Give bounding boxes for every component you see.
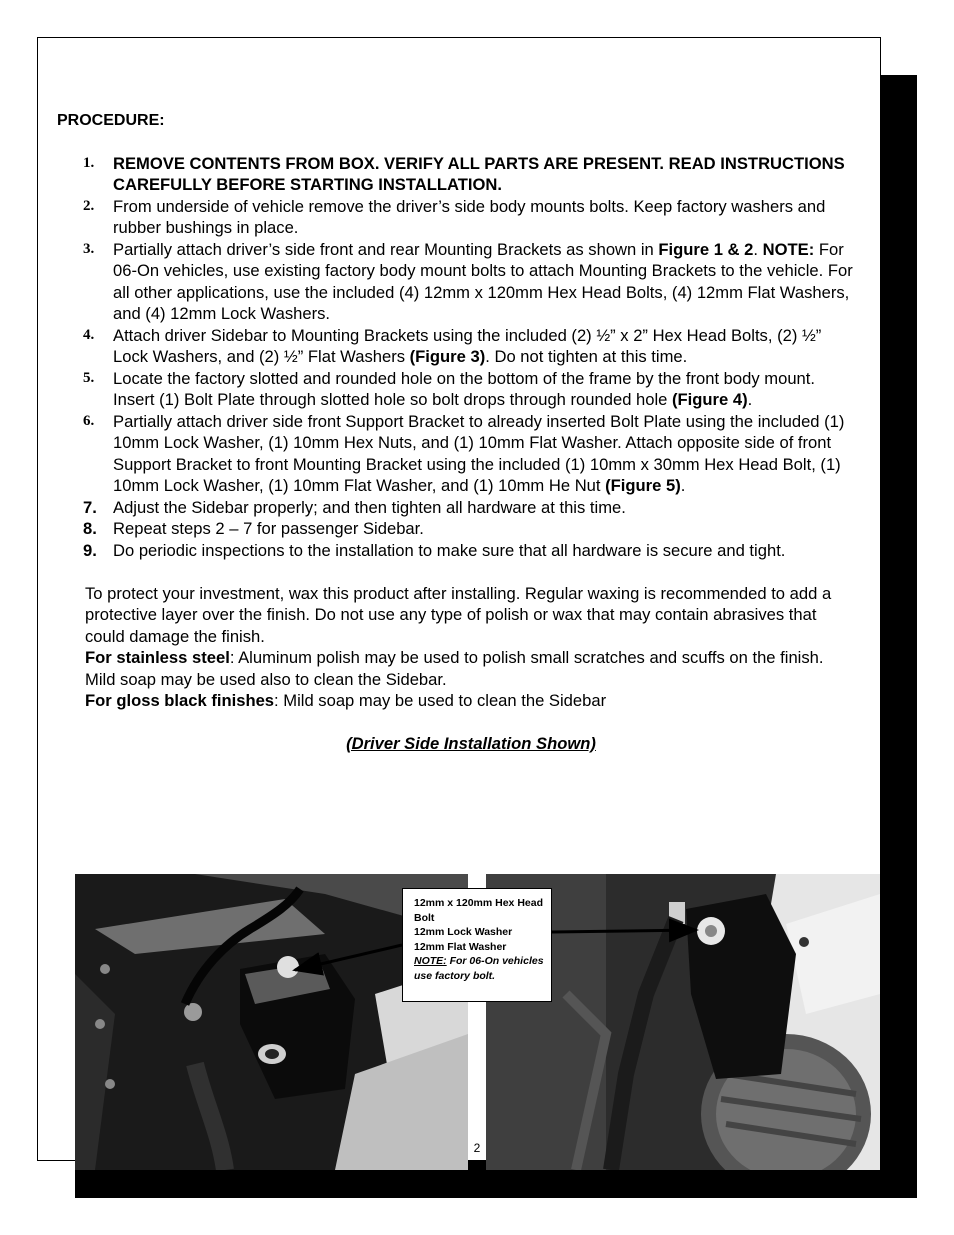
step-text: Repeat steps 2 – 7 for passenger Sidebar.: [113, 519, 424, 538]
callout-note: [414, 954, 551, 983]
note-label: NOTE:: [762, 239, 815, 259]
care-gloss-label: For gloss black finishes: [85, 691, 275, 710]
care-intro: To protect your investment, wax this product after installing. Regular waxing is recommended to add a protective layer over the finish. Do not use any type of polish or wax that may contain abrasives that could damage the finish.: [85, 583, 832, 646]
step-number: 9.: [83, 540, 97, 560]
content: [57, 110, 857, 755]
procedure-heading: PROCEDURE:: [57, 112, 165, 129]
care-gloss-text: : Mild soap may be used to clean the Sidebar: [274, 691, 607, 710]
step-number: 4.: [83, 326, 95, 343]
care-stainless-text: : Aluminum polish may be used to polish small scratches and scuffs on the finish. Mild soap may be used also to clean the Sidebar.: [85, 648, 824, 689]
figure-ref: (Figure 3): [409, 347, 486, 366]
step-9: [57, 540, 857, 562]
step-2: [57, 196, 857, 239]
step-3: [57, 239, 857, 325]
step-text: Attach driver Sidebar to Mounting Brackets using the included (2) ½” x 2” Hex Head Bolts, (2) ½” Lock Washers, and (2) ½” Flat Washers: [113, 325, 822, 366]
step-number: 7.: [83, 497, 97, 517]
step-text: .: [747, 390, 753, 409]
callout-line: 12mm Flat Washer: [414, 940, 507, 953]
step-text: For 06-On vehicles, use existing factory body mount bolts to attach Mounting Brackets to the vehicle. For all other applications, use the included (4) 12mm x 120mm Hex Head Bolts, (4) 12mm Flat Washers, and (4) 12mm Lock Washers.: [113, 239, 853, 323]
care-stainless-label: For stainless steel: [85, 648, 230, 667]
step-text: . Do not tighten at this time.: [485, 347, 688, 366]
step-7: [57, 497, 857, 519]
step-text: Partially attach driver’s side front and rear Mounting Brackets as shown in: [113, 239, 659, 259]
step-5: [57, 368, 857, 411]
care-gloss: [85, 690, 857, 712]
step-6: [57, 411, 857, 497]
figure-ref: (Figure 4): [672, 390, 748, 409]
hardware-callout: [402, 888, 552, 1002]
page-shadow-right: [880, 75, 917, 1198]
care-instructions: [57, 583, 857, 712]
callout-line: 12mm x 120mm Hex Head Bolt: [414, 897, 543, 924]
step-text: REMOVE CONTENTS FROM BOX. VERIFY ALL PARTS ARE PRESENT. READ INSTRUCTIONS CAREFULLY BEFORE STARTING INSTALLATION.: [113, 153, 845, 194]
step-8: [57, 518, 857, 540]
step-text: Locate the factory slotted and rounded hole on the bottom of the frame by the front body mount. Insert (1) Bolt Plate through slotted hole so bolt drops through rounded hole: [113, 368, 815, 409]
page-number: 2: [469, 1138, 485, 1160]
step-1: [57, 153, 857, 196]
figure-ref: (Figure 5): [605, 476, 681, 495]
step-text: Partially attach driver side front Support Bracket to already inserted Bolt Plate using the included (1) 10mm Lock Washer, (1) 10mm Hex Nuts, and (1) 10mm Flat Washer. Attach opposite side of front Support Bracket to front Mounting Bracket using the included (1) 10mm x 30mm Hex Head Bolt, (1) 10mm Lock Washer, (1) 10mm Flat Washer, and (1) 10mm He Nut: [113, 411, 845, 495]
step-number: 2.: [83, 197, 95, 214]
callout-line: 12mm Lock Washer: [414, 926, 513, 938]
step-text: .: [753, 239, 763, 259]
figure-ref: Figure 1 & 2: [658, 239, 754, 259]
step-text: From underside of vehicle remove the driver’s side body mounts bolts. Keep factory washers and rubber bushings in place.: [113, 196, 826, 237]
step-4: [57, 325, 857, 368]
step-text: .: [680, 476, 686, 495]
photo-caption: (Driver Side Installation Shown): [346, 734, 596, 753]
step-text: Do periodic inspections to the installation to make sure that all hardware is secure and tight.: [113, 540, 786, 560]
step-number: 6.: [83, 412, 95, 429]
step-number: 1.: [83, 154, 95, 171]
step-number: 5.: [83, 369, 95, 386]
step-number: 3.: [83, 240, 95, 257]
steps-list: [57, 153, 857, 562]
care-stainless: [85, 647, 857, 690]
callout-note-text: For 06-On vehicles use factory bolt.: [414, 955, 544, 982]
step-text: Adjust the Sidebar properly; and then tighten all hardware at this time.: [113, 497, 626, 517]
callout-note-label: NOTE:: [414, 955, 447, 967]
step-number: 8.: [83, 519, 97, 538]
